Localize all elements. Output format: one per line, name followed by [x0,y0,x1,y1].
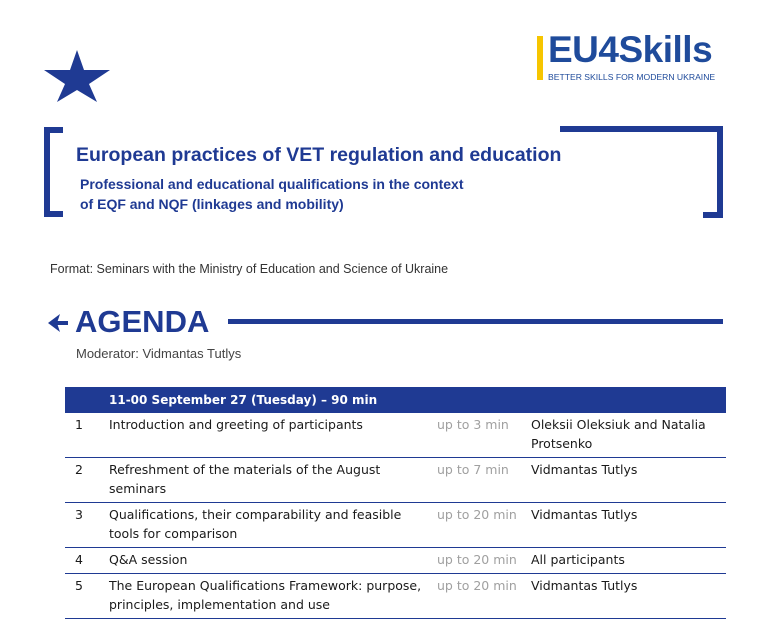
logo-accent-bar [537,36,543,80]
table-row [65,574,726,619]
agenda-heading: AGENDA [75,304,210,339]
right-bracket-top [560,126,723,132]
left-bracket-bottom [44,211,63,217]
row-duration: up to 20 min [437,578,517,593]
session-header [65,387,726,413]
format-text: Format: Seminars with the Ministry of Education and Science of Ukraine [50,262,449,276]
logo-tagline: BETTER SKILLS FOR MODERN UKRAINE [548,72,716,82]
row-topic: Q&A session [109,552,188,567]
row-speaker: Vidmantas Tutlys [531,507,638,522]
row-speaker: Vidmantas Tutlys [531,462,638,477]
subtitle-line-2: of EQF and NQF (linkages and mobility) [80,196,344,212]
logo-name: EU4Skills [548,29,713,70]
left-bracket-top [44,127,63,133]
table-row [65,548,726,574]
star-icon [44,50,110,102]
table-row [65,413,726,458]
row-topic: Qualifications, their comparability and feasible tools for comparison [109,507,402,541]
row-speaker: Oleksii Oleksiuk and Natalia Protsenko [531,417,706,451]
arrow-left-icon [48,313,68,333]
page-title: European practices of VET regulation and education [76,144,562,166]
right-bracket [717,126,723,218]
agenda-rule [228,319,723,324]
agenda-table [65,387,726,619]
left-bracket [44,127,50,217]
row-duration: up to 20 min [437,552,517,567]
row-duration: up to 3 min [437,417,509,432]
row-number: 2 [75,462,83,477]
row-speaker: All participants [531,552,625,567]
row-number: 5 [75,578,83,593]
right-bracket-bottom [703,212,723,218]
row-speaker: Vidmantas Tutlys [531,578,638,593]
row-topic: The European Qualifications Framework: purpose, principles, implementation and use [109,578,422,612]
row-number: 4 [75,552,83,567]
row-topic: Introduction and greeting of participants [109,417,363,432]
table-row [65,503,726,548]
row-duration: up to 20 min [437,507,517,522]
row-number: 1 [75,417,83,432]
row-duration: up to 7 min [437,462,509,477]
table-row [65,458,726,503]
row-number: 3 [75,507,83,522]
row-topic: Refreshment of the materials of the August seminars [109,462,381,496]
session-header-text: 11-00 September 27 (Tuesday) – 90 min [109,393,378,407]
subtitle-line-1: Professional and educational qualifications in the context [80,176,464,192]
moderator-text: Moderator: Vidmantas Tutlys [76,346,242,361]
